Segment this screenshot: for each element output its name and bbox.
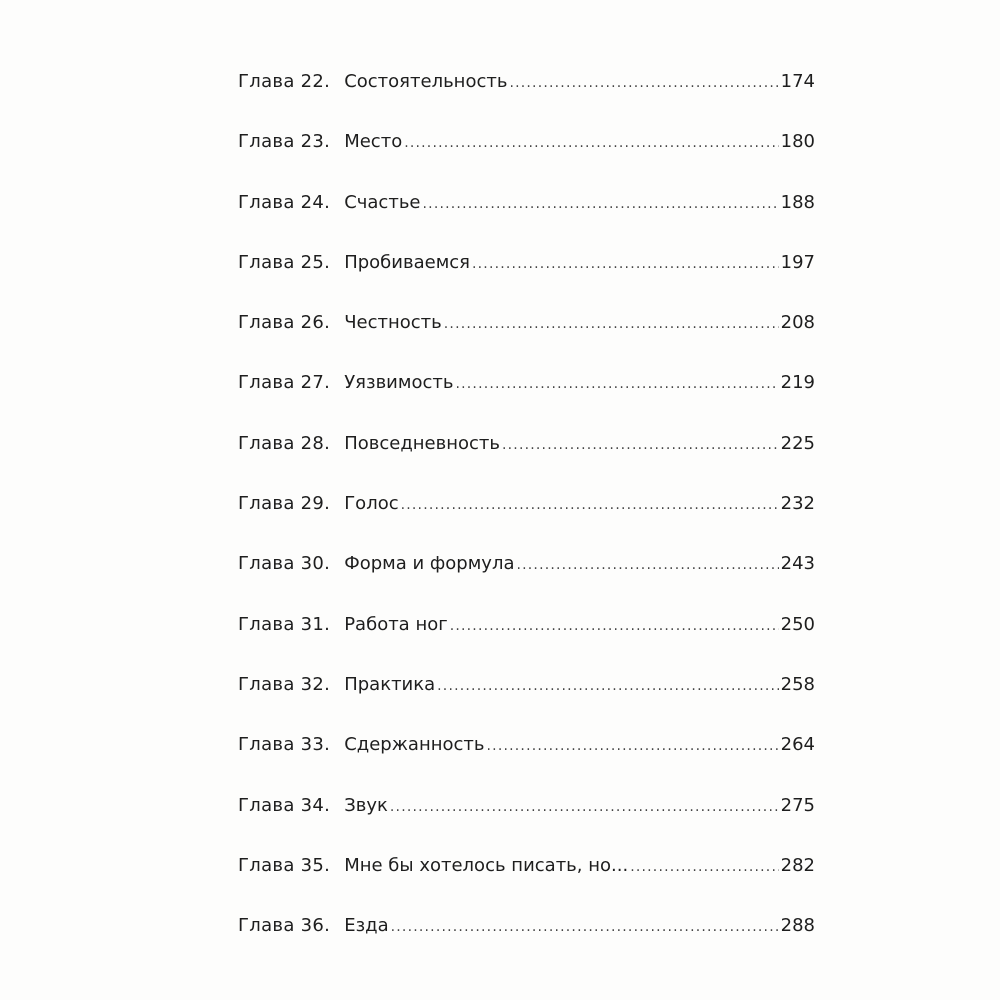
chapter-label: Глава 29. [238,493,331,515]
page-number: 208 [780,312,815,334]
chapter-title: Пробиваемся [344,251,470,273]
dot-leader [390,799,779,815]
chapter-title: Мне бы хотелось писать, но... [344,854,629,876]
chapter-label: Глава 25. [238,251,331,273]
page-number: 219 [780,372,815,394]
toc-entry [238,553,815,613]
page-number: 264 [780,734,815,756]
chapter-label: Глава 28. [238,432,331,454]
page-number: 188 [780,191,815,213]
chapter-label: Глава 23. [238,131,331,153]
table-of-contents [238,71,815,975]
page-number: 243 [780,553,815,575]
chapter-label: Глава 26. [238,312,331,334]
chapter-label: Глава 32. [238,673,331,695]
toc-entry [238,493,815,553]
dot-leader [423,196,779,212]
page-number: 258 [780,673,815,695]
dot-leader [401,497,779,513]
toc-entry [238,192,815,252]
chapter-title: Форма и формула [344,553,515,575]
dot-leader [509,75,778,91]
dot-leader [444,316,779,332]
chapter-title: Состоятельность [344,71,508,92]
page-number: 288 [780,915,815,937]
dot-leader [502,437,779,453]
toc-entry [238,252,815,312]
toc-entry [238,433,815,493]
chapter-title: Работа ног [344,613,448,635]
toc-entry [238,795,815,855]
toc-entry [238,71,815,131]
chapter-title: Повседневность [344,432,500,454]
dot-leader [516,557,778,573]
toc-entry [238,372,815,432]
dot-leader [450,618,779,634]
chapter-title: Сдержанность [344,734,485,756]
chapter-title: Практика [344,673,436,695]
chapter-label: Глава 36. [238,915,331,937]
chapter-label: Глава 33. [238,734,331,756]
dot-leader [437,678,778,694]
dot-leader [404,135,778,151]
chapter-title: Голос [344,493,399,515]
chapter-title: Место [344,131,403,153]
page-number: 174 [780,71,815,92]
toc-entry [238,674,815,734]
page-number: 225 [780,432,815,454]
dot-leader [472,256,779,272]
chapter-title: Звук [344,794,388,816]
dot-leader [391,919,779,935]
toc-entry [238,614,815,674]
chapter-label: Глава 30. [238,553,331,575]
chapter-title: Езда [344,915,389,937]
page-number: 197 [780,251,815,273]
dot-leader [630,859,778,875]
chapter-label: Глава 24. [238,191,331,213]
dot-leader [455,376,778,392]
chapter-label: Глава 31. [238,613,331,635]
page-number: 275 [780,794,815,816]
page-number: 232 [780,493,815,515]
toc-entry [238,915,815,975]
toc-entry [238,312,815,372]
toc-entry [238,734,815,794]
chapter-title: Уязвимость [344,372,454,394]
page-number: 282 [780,854,815,876]
chapter-label: Глава 27. [238,372,331,394]
chapter-title: Счастье [344,191,421,213]
chapter-label: Глава 35. [238,854,331,876]
chapter-label: Глава 22. [238,71,331,92]
chapter-label: Глава 34. [238,794,331,816]
toc-entry [238,131,815,191]
toc-entry [238,855,815,915]
chapter-title: Честность [344,312,442,334]
dot-leader [487,738,779,754]
page-number: 250 [780,613,815,635]
page-number: 180 [780,131,815,153]
